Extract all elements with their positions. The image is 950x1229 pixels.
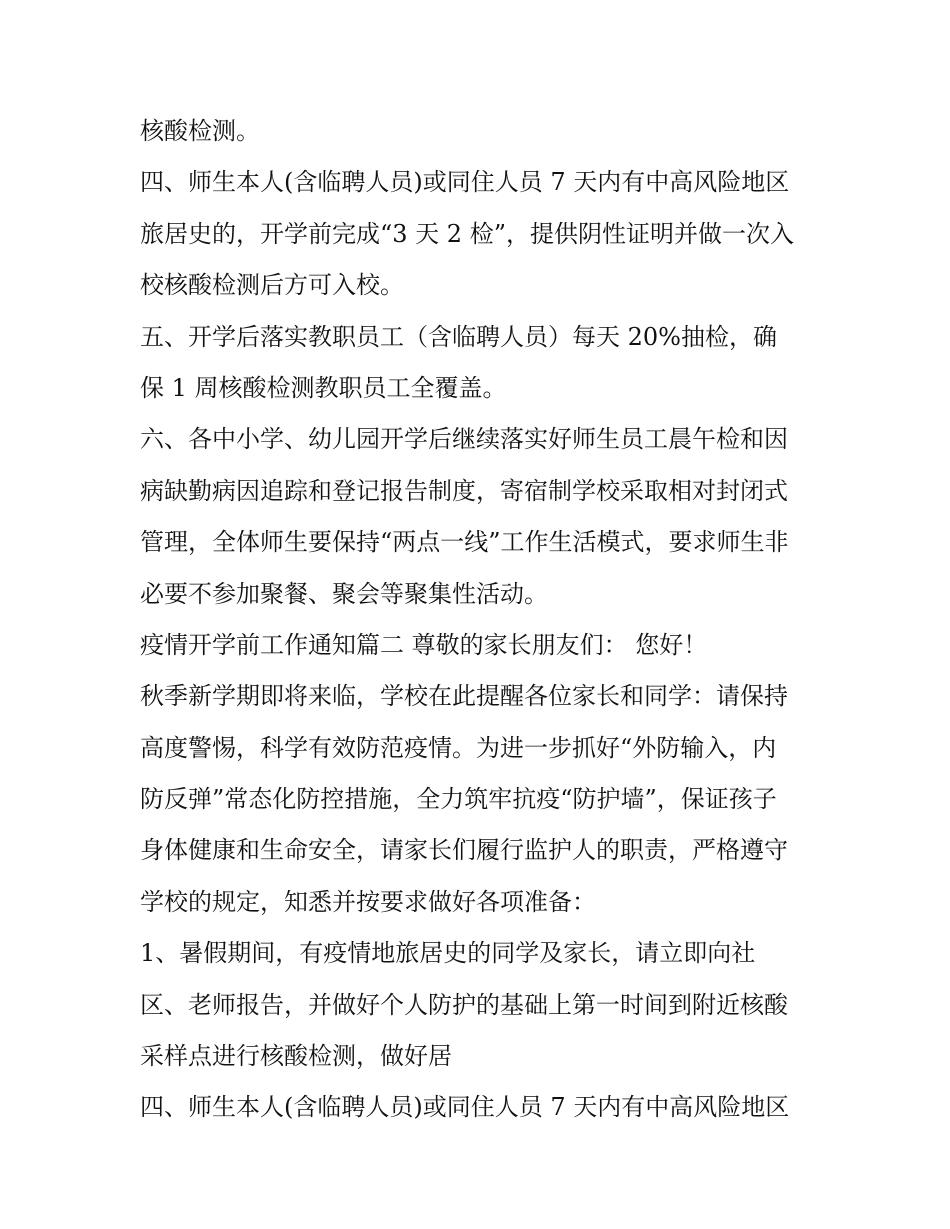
text-line: 学校的规定，知悉并按要求做好各项准备： [140,887,596,916]
document-body [140,106,830,1134]
text-line: 采样点进行核酸检测，做好居 [140,1042,452,1071]
text-line: 核酸检测。 [140,117,260,145]
text-line: 必要不参加聚餐、聚会等聚集性活动。 [140,579,548,608]
text-line: 管理，全体师生要保持“两点一线”工作生活模式，要求师生非 [140,528,789,557]
text-line: 1、暑假期间，有疫情地旅居史的同学及家长，请立即向社 [140,939,756,968]
section-heading-line: 疫情开学前工作通知篇二 尊敬的家长朋友们： 您好！ [140,630,708,659]
text-line: 四、师生本人(含临聘人员)或同住人员 7 天内有中高风险地区 [140,168,790,197]
text-line: 保 1 周核酸检测教职员工全覆盖。 [140,373,507,402]
text-line: 五、开学后落实教职员工（含临聘人员）每天 20%抽检，确 [140,322,777,351]
text-line: 旅居史的，开学前完成“3 天 2 检”，提供阴性证明并做一次入 [140,219,794,248]
text-line: 防反弹”常态化防控措施，全力筑牢抗疫“防护墙”，保证孩子 [140,785,777,814]
text-line: 病缺勤病因追踪和登记报告制度，寄宿制学校采取相对封闭式 [140,476,788,505]
text-line: 高度警惕，科学有效防范疫情。为进一步抓好“外防输入，内 [140,733,777,762]
text-line: 身体健康和生命安全，请家长们履行监护人的职责，严格遵守 [140,836,788,865]
text-line: 四、师生本人(含临聘人员)或同住人员 7 天内有中高风险地区 [140,1093,790,1122]
text-line: 区、老师报告，并做好个人防护的基础上第一时间到附近核酸 [140,990,788,1019]
text-line: 六、各中小学、幼儿园开学后继续落实好师生员工晨午检和因 [140,425,788,454]
text-line: 校核酸检测后方可入校。 [140,271,404,300]
text-line: 秋季新学期即将来临，学校在此提醒各位家长和同学：请保持 [140,682,788,711]
